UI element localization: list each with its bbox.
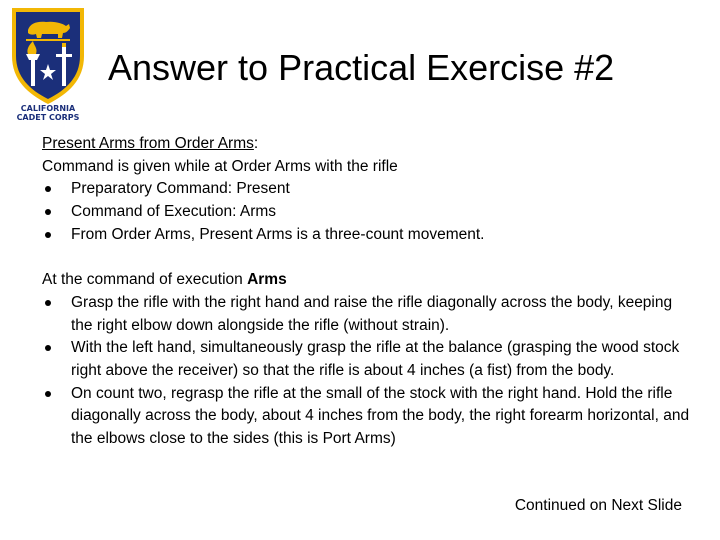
list-item-text: On count two, regrasp the rifle at the small of the stock with the right hand. Hold the rifle diagonally across the body, about 4 inches from the body, the right forearm horizontal, and the elbows close to the sides (this is Port Arms) bbox=[71, 384, 690, 448]
list-item bbox=[42, 383, 692, 451]
heading-suffix: : bbox=[253, 135, 259, 152]
bullet-icon bbox=[45, 232, 51, 238]
bullet-list bbox=[42, 292, 692, 451]
california-cadet-corps-logo bbox=[6, 4, 90, 120]
list-item-text: Preparatory Command: Present bbox=[71, 180, 290, 198]
list-item bbox=[42, 337, 692, 382]
list-item-text: With the left hand, simultaneously grasp the rifle at the balance (grasping the wood stock right above the receiver) so that the rifle is about 4 inches (a fist) from the body. bbox=[71, 339, 680, 380]
bullet-icon bbox=[45, 300, 51, 306]
slide-body bbox=[42, 133, 692, 451]
section-intro bbox=[42, 269, 692, 292]
list-item bbox=[42, 224, 692, 247]
intro-bold-text: Arms bbox=[247, 271, 287, 289]
slide-title: Answer to Practical Exercise #2 bbox=[108, 47, 615, 88]
list-item bbox=[42, 178, 692, 201]
svg-text:CADET CORPS: CADET CORPS bbox=[16, 113, 80, 120]
bullet-icon bbox=[45, 345, 51, 351]
bullet-list bbox=[42, 178, 692, 246]
bullet-icon bbox=[45, 186, 51, 192]
list-item bbox=[42, 201, 692, 224]
section-intro: Command is given while at Order Arms with the rifle bbox=[42, 157, 398, 175]
list-item-text: Grasp the rifle with the right hand and raise the rifle diagonally across the body, keeping the right elbow down alongside the rifle (without strain). bbox=[71, 293, 673, 334]
svg-text:CALIFORNIA: CALIFORNIA bbox=[20, 104, 76, 113]
list-item-text: Command of Execution: Arms bbox=[71, 203, 277, 221]
list-item bbox=[42, 292, 692, 337]
continued-note: Continued on Next Slide bbox=[514, 497, 682, 514]
list-item-text: From Order Arms, Present Arms is a three-count movement. bbox=[71, 225, 485, 243]
bullet-icon bbox=[45, 391, 51, 397]
bullet-icon bbox=[45, 209, 51, 215]
intro-text: At the command of execution bbox=[42, 271, 248, 289]
heading-text: Present Arms from Order Arms bbox=[42, 135, 254, 152]
section-heading bbox=[42, 133, 692, 156]
